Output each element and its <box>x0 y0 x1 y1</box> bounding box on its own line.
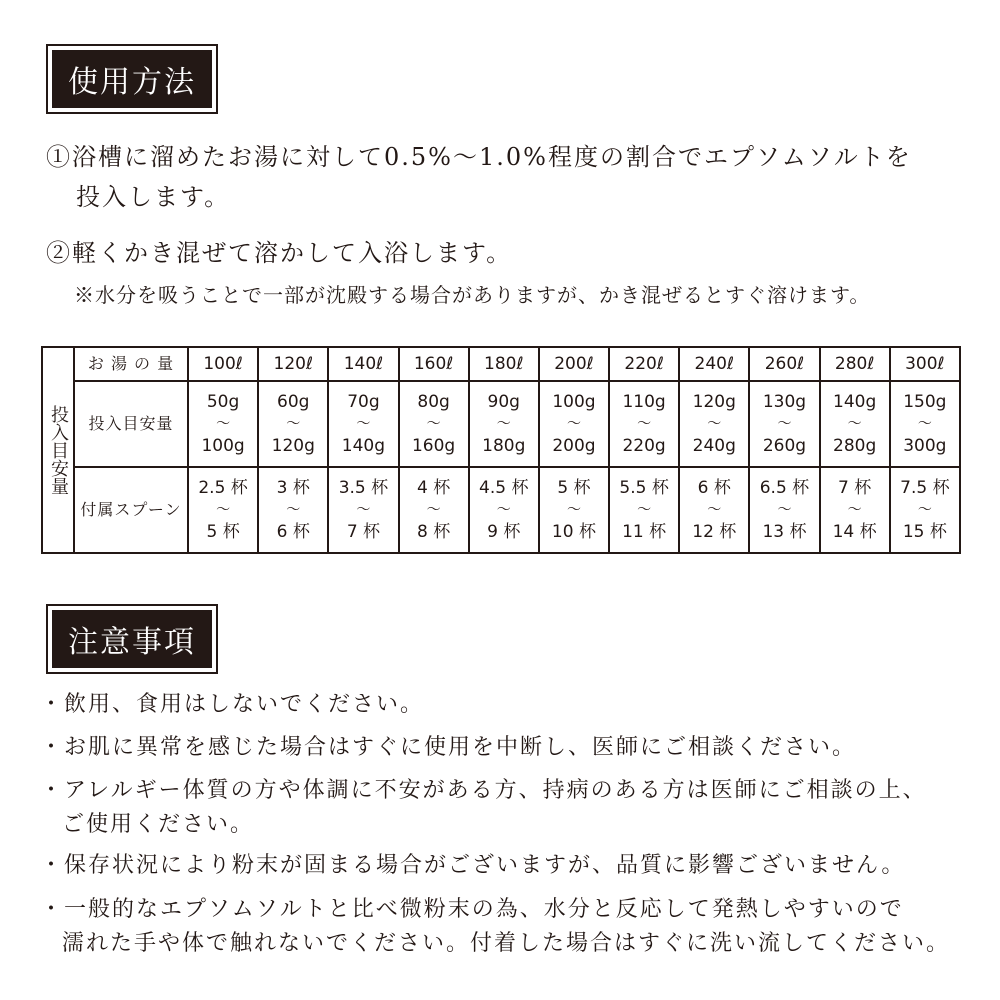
grams-cell-max: 140g <box>341 436 386 456</box>
spoon-cell <box>749 467 819 553</box>
grams-cell-range <box>821 390 889 458</box>
grams-cell-range <box>400 390 468 458</box>
grams-cell-max: 200g <box>552 436 596 456</box>
spoon-cell-min: 7.5 杯 <box>900 478 950 498</box>
grams-cell-range <box>329 390 397 458</box>
spoon-cell-range <box>750 476 818 544</box>
grams-cell <box>749 381 819 467</box>
spoon-cell <box>820 467 890 553</box>
header-water-volume: 100ℓ <box>188 347 258 381</box>
spoon-cell-max: 11 杯 <box>622 522 667 542</box>
grams-cell-max: 280g <box>833 436 877 456</box>
grams-cell-max: 160g <box>411 436 456 456</box>
grams-cell-min: 150g <box>903 392 947 412</box>
grams-cell <box>890 381 960 467</box>
range-tilde: 〜 <box>356 502 371 518</box>
header-water-volume: 140ℓ <box>328 347 398 381</box>
spoon-cell-max: 15 杯 <box>902 522 947 542</box>
header-water-volume: 200ℓ <box>539 347 609 381</box>
grams-cell-max: 240g <box>692 436 736 456</box>
spoon-cell-min: 3.5 杯 <box>338 478 389 498</box>
usage-step1-line2: 投入します。 <box>76 183 231 211</box>
grams-cell-min: 60g <box>277 392 310 412</box>
range-tilde: 〜 <box>426 502 441 518</box>
caution-section-label <box>46 604 218 674</box>
grams-cell-max: 260g <box>762 436 807 456</box>
spoon-cell <box>679 467 749 553</box>
grams-cell <box>188 381 258 467</box>
grams-cell-min: 50g <box>206 392 240 412</box>
grams-cell-range <box>750 390 818 458</box>
range-tilde: 〜 <box>707 502 722 518</box>
grams-cell-max: 100g <box>201 436 245 456</box>
caution-item-5-line2: 濡れた手や体で触れないでください。付着した場合はすぐに洗い流してください。 <box>62 931 951 956</box>
spoon-cell-max: 12 杯 <box>692 522 737 542</box>
range-tilde: 〜 <box>286 416 301 432</box>
caution-item-5-line1: ・一般的なエプソムソルトと比べ微粉末の為、水分と反応して発熱しやすいので <box>40 897 904 922</box>
caution-item-4: ・保存状況により粉末が固まる場合がございますが、品質に影響ございません。 <box>40 853 906 878</box>
spoon-cell-range <box>540 476 608 544</box>
spoon-cell <box>258 467 328 553</box>
table-header-row <box>42 347 960 381</box>
spoon-cell <box>328 467 398 553</box>
header-water-label: お 湯 の 量 <box>74 347 188 381</box>
header-water-volume: 160ℓ <box>399 347 469 381</box>
grams-cell-max: 220g <box>622 436 666 456</box>
spoon-cell-max: 6 杯 <box>276 522 310 542</box>
grams-cell-range <box>470 390 538 458</box>
header-water-volume: 240ℓ <box>679 347 749 381</box>
caution-item-3-line1: ・アレルギー体質の方や体調に不安がある方、持病のある方は医師にご相談の上、 <box>40 778 927 803</box>
table-side-label: 投入目安量 <box>42 347 74 553</box>
spoon-cell-range <box>189 476 257 544</box>
row-grams-label: 投入目安量 <box>74 381 188 467</box>
grams-cell-max: 300g <box>903 436 947 456</box>
spoon-cell-range <box>821 476 889 544</box>
spoon-cell-max: 10 杯 <box>551 522 596 542</box>
range-tilde: 〜 <box>216 502 231 518</box>
spoon-cell-range <box>680 476 748 544</box>
grams-cell-range <box>259 390 327 458</box>
range-tilde: 〜 <box>777 416 792 432</box>
spoon-cell-max: 13 杯 <box>762 522 807 542</box>
range-tilde: 〜 <box>637 416 652 432</box>
caution-item-1: ・飲用、食用はしないでください。 <box>40 692 425 717</box>
spoon-cell-min: 4.5 杯 <box>479 478 529 498</box>
spoon-cell-range <box>259 476 327 544</box>
grams-cell-min: 80g <box>417 392 450 412</box>
range-tilde: 〜 <box>917 416 932 432</box>
usage-section-label <box>46 44 218 114</box>
range-tilde: 〜 <box>707 416 722 432</box>
spoon-cell <box>539 467 609 553</box>
table-row-grams <box>42 381 960 467</box>
spoon-cell <box>399 467 469 553</box>
range-tilde: 〜 <box>847 416 862 432</box>
grams-cell <box>399 381 469 467</box>
header-water-volume: 280ℓ <box>820 347 890 381</box>
grams-cell <box>609 381 679 467</box>
range-tilde: 〜 <box>426 416 441 432</box>
range-tilde: 〜 <box>286 502 301 518</box>
spoon-cell-max: 5 杯 <box>206 522 240 542</box>
range-tilde: 〜 <box>566 502 581 518</box>
grams-cell <box>328 381 398 467</box>
usage-step2: ②軽くかき混ぜて溶かして入浴します。 <box>46 239 513 267</box>
spoon-cell-range <box>400 476 468 544</box>
range-tilde: 〜 <box>917 502 932 518</box>
grams-cell-range <box>680 390 748 458</box>
spoon-cell <box>890 467 960 553</box>
range-tilde: 〜 <box>496 416 511 432</box>
grams-cell-min: 100g <box>552 392 596 412</box>
spoon-cell-range <box>891 476 959 544</box>
grams-cell-range <box>540 390 608 458</box>
range-tilde: 〜 <box>566 416 581 432</box>
grams-cell-min: 70g <box>347 392 380 412</box>
range-tilde: 〜 <box>216 416 231 432</box>
spoon-cell-range <box>470 476 538 544</box>
grams-cell-range <box>189 390 257 458</box>
header-water-volume: 220ℓ <box>609 347 679 381</box>
spoon-cell <box>469 467 539 553</box>
grams-cell-min: 140g <box>833 392 877 412</box>
grams-cell-max: 180g <box>482 436 526 456</box>
caution-item-3-line2: ご使用ください。 <box>62 812 255 837</box>
usage-note: ※水分を吸うことで一部が沈殿する場合がありますが、かき混ぜるとすぐ溶けます。 <box>74 283 871 307</box>
grams-cell <box>469 381 539 467</box>
header-water-volume: 300ℓ <box>890 347 960 381</box>
grams-cell-min: 110g <box>622 392 666 412</box>
range-tilde: 〜 <box>356 416 371 432</box>
table-row-spoon <box>42 467 960 553</box>
grams-cell <box>539 381 609 467</box>
spoon-cell-min: 5 杯 <box>557 478 591 498</box>
spoon-cell <box>188 467 258 553</box>
usage-section-title: 使用方法 <box>52 50 212 108</box>
range-tilde: 〜 <box>847 502 862 518</box>
caution-item-2: ・お肌に異常を感じた場合はすぐに使用を中断し、医師にご相談ください。 <box>40 735 857 760</box>
range-tilde: 〜 <box>637 502 652 518</box>
caution-section-title: 注意事項 <box>52 610 212 668</box>
spoon-cell-min: 5.5 杯 <box>619 478 669 498</box>
spoon-cell-min: 6.5 杯 <box>759 478 810 498</box>
spoon-cell-min: 2.5 杯 <box>198 478 248 498</box>
range-tilde: 〜 <box>496 502 511 518</box>
spoon-cell-min: 3 杯 <box>276 478 310 498</box>
grams-cell <box>679 381 749 467</box>
grams-cell-min: 90g <box>487 392 520 412</box>
header-water-volume: 260ℓ <box>749 347 819 381</box>
grams-cell-min: 120g <box>692 392 736 412</box>
grams-cell-range <box>610 390 678 458</box>
spoon-cell-range <box>610 476 678 544</box>
row-spoon-label: 付属スプーン <box>74 467 188 553</box>
spoon-cell-max: 14 杯 <box>832 522 877 542</box>
spoon-cell-max: 7 杯 <box>346 522 381 542</box>
spoon-cell-min: 6 杯 <box>697 478 731 498</box>
usage-step1-line1: ①浴槽に溜めたお湯に対して0.5%〜1.0%程度の割合でエプソムソルトを <box>46 143 912 171</box>
spoon-cell-max: 8 杯 <box>416 522 451 542</box>
spoon-cell-max: 9 杯 <box>487 522 521 542</box>
header-water-volume: 180ℓ <box>469 347 539 381</box>
grams-cell <box>820 381 890 467</box>
grams-cell <box>258 381 328 467</box>
range-tilde: 〜 <box>777 502 792 518</box>
spoon-cell <box>609 467 679 553</box>
header-water-volume: 120ℓ <box>258 347 328 381</box>
dose-table <box>41 346 961 554</box>
spoon-cell-range <box>329 476 397 544</box>
spoon-cell-min: 7 杯 <box>838 478 872 498</box>
grams-cell-range <box>891 390 959 458</box>
grams-cell-max: 120g <box>271 436 315 456</box>
spoon-cell-min: 4 杯 <box>416 478 451 498</box>
grams-cell-min: 130g <box>762 392 807 412</box>
